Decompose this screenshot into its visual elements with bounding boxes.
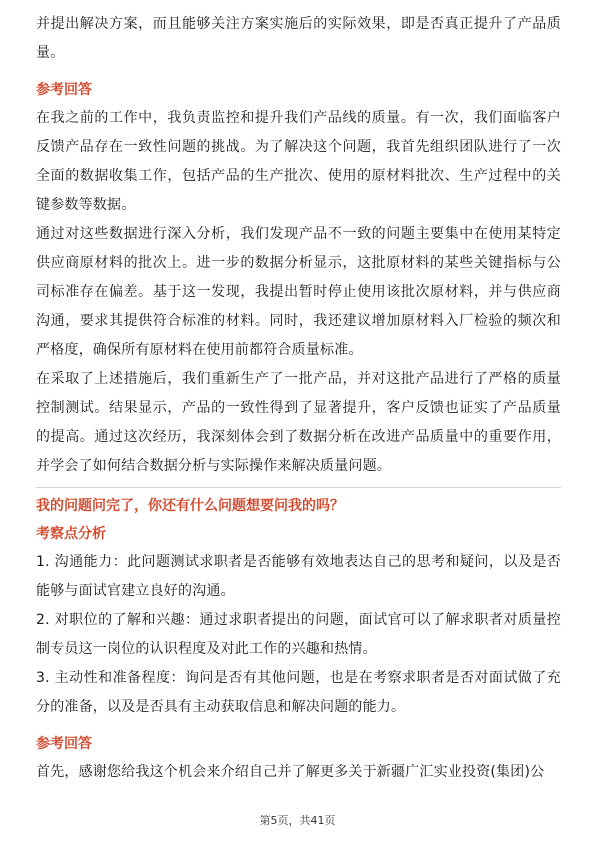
page-footer: 第5页，共41页 [259, 814, 336, 827]
intro-paragraph: 并提出解决方案，而且能够关注方案实施后的实际效果，即是否真正提升了产品质量。 [36, 16, 561, 61]
answer-paragraph-1: 在我之前的工作中，我负责监控和提升我们产品线的质量。有一次，我们面临客户反馈产品存在一致性问题的挑战。为了解决这个问题，我首先组织团队进行了一次全面的数据收集工作，包括产品的生产批次、使用的原材料批次、生产过程中的关键参数等数据。 [36, 110, 561, 213]
section-divider [36, 487, 561, 488]
answer-start-paragraph: 首先，感谢您给我这个机会来介绍自己并了解更多关于新疆广汇实业投资(集团)公 [36, 764, 545, 780]
reference-answer-heading: 参考回答 [36, 82, 92, 98]
analysis-item-1: 1. 沟通能力：此问题测试求职者是否能够有效地表达自己的思考和疑问，以及是否能够与面试官建立良好的沟通。 [36, 554, 561, 599]
analysis-item-3: 3. 主动性和准备程度：询问是否有其他问题，也是在考察求职者是否对面试做了充分的准备，以及是否具有主动获取信息和解决问题的能力。 [36, 670, 561, 715]
answer-paragraph-3: 在采取了上述措施后，我们重新生产了一批产品，并对这批产品进行了严格的质量控制测试。结果显示，产品的一致性得到了显著提升，客户反馈也证实了产品质量的提高。通过这次经历，我深刻体会到了数据分析在改进产品质量中的重要作用，并学会了如何结合数据分析与实际操作来解决质量问题。 [36, 371, 561, 474]
reference-answer-heading-2: 参考回答 [36, 736, 92, 752]
question-title: 我的问题问完了，你还有什么问题想要问我的吗？ [36, 498, 344, 514]
analysis-heading: 考察点分析 [36, 526, 106, 542]
answer-paragraph-2: 通过对这些数据进行深入分析，我们发现产品不一致的问题主要集中在使用某特定供应商原材料的批次上。进一步的数据分析显示，这批原材料的某些关键指标与公司标准存在偏差。基于这一发现，我提出暂时停止使用该批次原材料，并与供应商沟通，要求其提供符合标准的材料。同时，我还建议增加原材料入厂检验的频次和严格度，确保所有原材料在使用前都符合质量标准。 [36, 226, 561, 358]
analysis-item-2: 2. 对职位的了解和兴趣：通过求职者提出的问题，面试官可以了解求职者对质量控制专员这一岗位的认识程度及对此工作的兴趣和热情。 [36, 612, 561, 657]
page-content [36, 10, 561, 787]
